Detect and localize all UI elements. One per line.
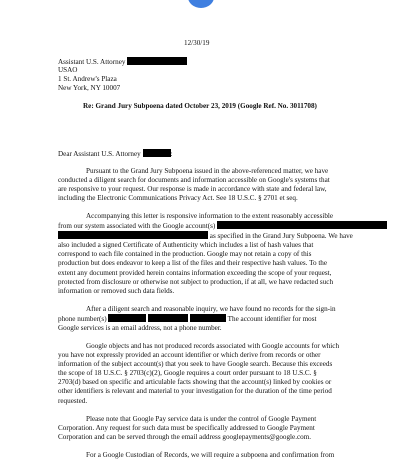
paragraph-5: Please note that Google Pay service data is under the control of Google Payment Corporation. Any request for such data must be specifically addressed to Google Payment Corporation and can be served through the email address googlepayments@google.com.	[58, 415, 317, 442]
paragraph-3: After a diligent search and reasonable inquiry, we have found no records for the sign-in phone number(s) The account identifier for most Google services is an email address, not a phone number.	[58, 305, 336, 333]
address-line-4: New York, NY 10007	[58, 84, 121, 92]
redaction-block	[190, 314, 226, 322]
paragraph-6: For a Google Custodian of Records, we will require a subpoena and confirmation from	[86, 451, 335, 459]
redaction-block	[143, 149, 171, 157]
redaction-block	[127, 57, 187, 65]
address-line-2: USAO	[58, 66, 78, 74]
redaction-block	[58, 231, 208, 239]
paragraph-1: Pursuant to the Grand Jury Subpoena issued in the above-referenced matter, we have conducted a diligent search for documents and information accessible on Google's systems that are responsive to your request. Our response is made in accordance with state and federal law, including the Electronic Communications Privacy Act. See 18 U.S.C. § 2701 et seq.	[58, 167, 330, 203]
letter-date: 12/30/19	[184, 39, 210, 47]
paragraph-4: Google objects and has not produced records associated with Google accounts for which you have not expressly provided an account identifier or which derive from records or other information of the subject account(s) that you seek to have Google search. Because this exceeds the scope of 18 U.S.C. § 2703(c)(2), Google requires a court order pursuant to 18 U.S.C. § 2703(d) based on specific and articulable facts showing that the account(s) linked by cookies or other identifiers is relevant and material to your investigation for the duration of the time period requested.	[58, 342, 340, 405]
redaction-block	[217, 221, 387, 229]
redaction-block	[108, 314, 146, 322]
address-line-3: 1 St. Andrew's Plaza	[58, 75, 117, 83]
redaction-block	[148, 314, 188, 322]
paragraph-2: Accompanying this letter is responsive information to the extent reasonably accessible from our system associated with the Google account(s) as specified in the Grand Jury Subpoena. We have also included a signed Certificate of Authenticity which includes a list of hash values that correspond to each file contained in the production. Google may not retain a copy of this production but does endeavor to keep a list of the files and their respective hash values. To the extent any document provided herein contains information exceeding the scope of your request, protected from disclosure or otherwise not subject to production, if at all, we have redacted such information or removed such data fields.	[58, 212, 354, 296]
salutation: Dear Assistant U.S. Attorney :	[58, 150, 173, 158]
letter-subject: Re: Grand Jury Subpoena dated October 23, 2019 (Google Ref. No. 3011708)	[83, 102, 317, 110]
address-line-1: Assistant U.S. Attorney	[58, 57, 187, 67]
